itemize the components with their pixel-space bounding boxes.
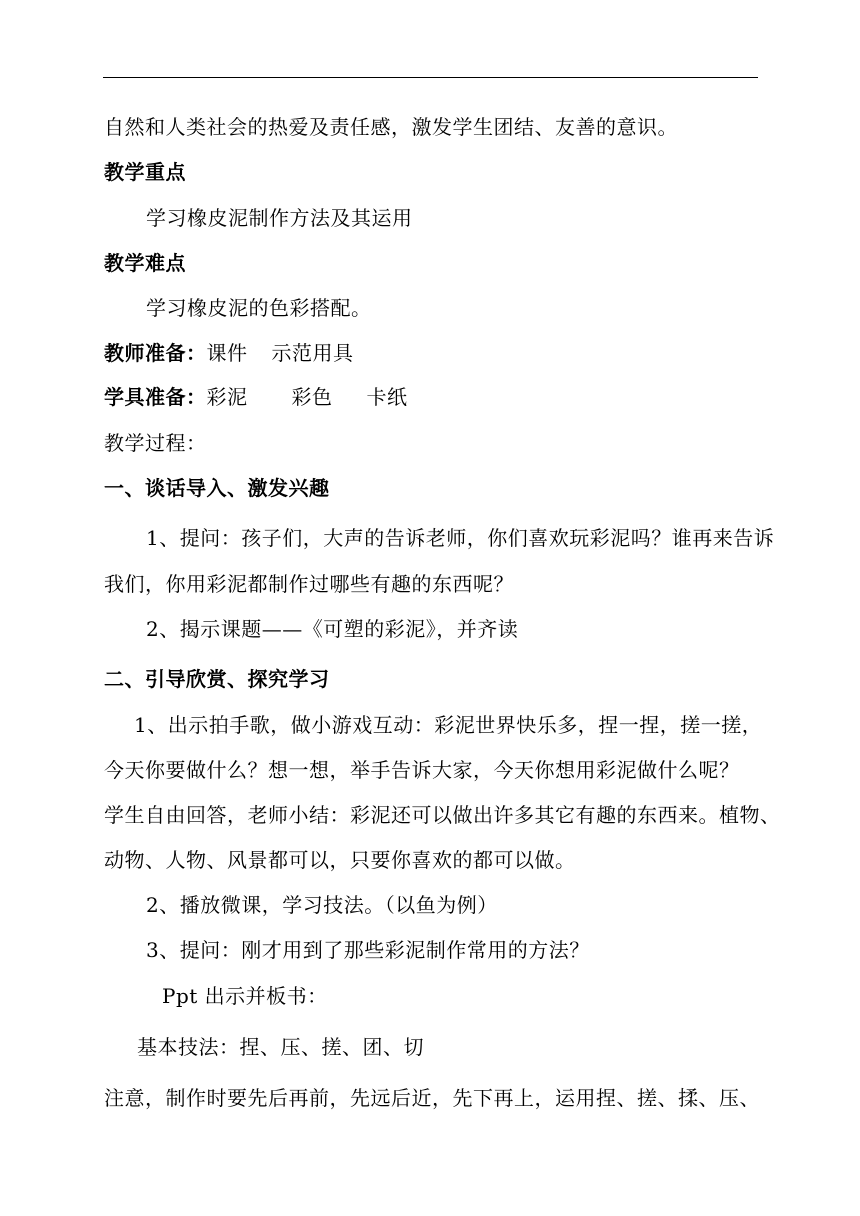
section1-heading: 一、谈话导入、激发兴趣 — [104, 476, 330, 500]
section2-note-line: 注意，制作时要先后再前，先远后近，先下再上，运用捏、搓、揉、压、 — [104, 1086, 760, 1110]
key-point-text: 学习橡皮泥制作方法及其运用 — [146, 206, 413, 230]
section2-paragraph3: 3、提问：刚才用到了那些彩泥制作常用的方法？ — [146, 938, 590, 962]
student-prep-item-color: 彩色 — [291, 385, 333, 409]
student-prep-item-cardboard: 卡纸 — [366, 385, 408, 409]
teacher-prep-line — [104, 340, 354, 366]
section2-paragraph1-line4: 动物、人物、风景都可以，只要你喜欢的都可以做。 — [104, 848, 576, 872]
paragraph-intro-continuation: 自然和人类社会的热爱及责任感，激发学生团结、友善的意识。 — [104, 115, 678, 139]
section2-paragraph1-line1: 1、出示拍手歌，做小游戏互动：彩泥世界快乐多，捏一捏，搓一搓， — [134, 713, 763, 737]
section2-heading: 二、引导欣赏、探究学习 — [104, 667, 330, 691]
section2-paragraph4: Ppt 出示并板书： — [162, 984, 328, 1008]
teaching-process-label: 教学过程： — [104, 431, 207, 455]
student-prep-item-clay: 彩泥 — [206, 385, 248, 409]
student-prep-label: 学具准备： — [104, 385, 207, 409]
section2-paragraph1-line2: 今天你要做什么？想一想，举手告诉大家，今天你想用彩泥做什么呢？ — [104, 758, 740, 782]
teacher-prep-item-courseware: 课件 — [206, 341, 248, 365]
teacher-prep-label: 教师准备： — [104, 341, 207, 365]
section2-paragraph2: 2、播放微课，学习技法。（以鱼为例） — [146, 893, 498, 917]
section1-paragraph2: 2、揭示课题——《可塑的彩泥》，并齐读 — [146, 617, 519, 641]
student-prep-line — [104, 384, 408, 410]
heading-difficulty: 教学难点 — [104, 251, 186, 275]
section1-paragraph1-line2: 我们，你用彩泥都制作过哪些有趣的东西呢？ — [104, 572, 514, 596]
header-rule — [103, 77, 758, 78]
difficulty-text: 学习橡皮泥的色彩搭配。 — [146, 296, 372, 320]
section2-paragraph1-line3: 学生自由回答，老师小结：彩泥还可以做出许多其它有趣的东西来。植物、 — [104, 803, 781, 827]
section2-basic-techniques: 基本技法：捏、压、搓、团、切 — [137, 1035, 424, 1059]
heading-key-point: 教学重点 — [104, 160, 186, 184]
section1-paragraph1-line1: 1、提问：孩子们，大声的告诉老师，你们喜欢玩彩泥吗？谁再来告诉 — [146, 526, 775, 550]
teacher-prep-item-tools: 示范用具 — [271, 341, 354, 365]
